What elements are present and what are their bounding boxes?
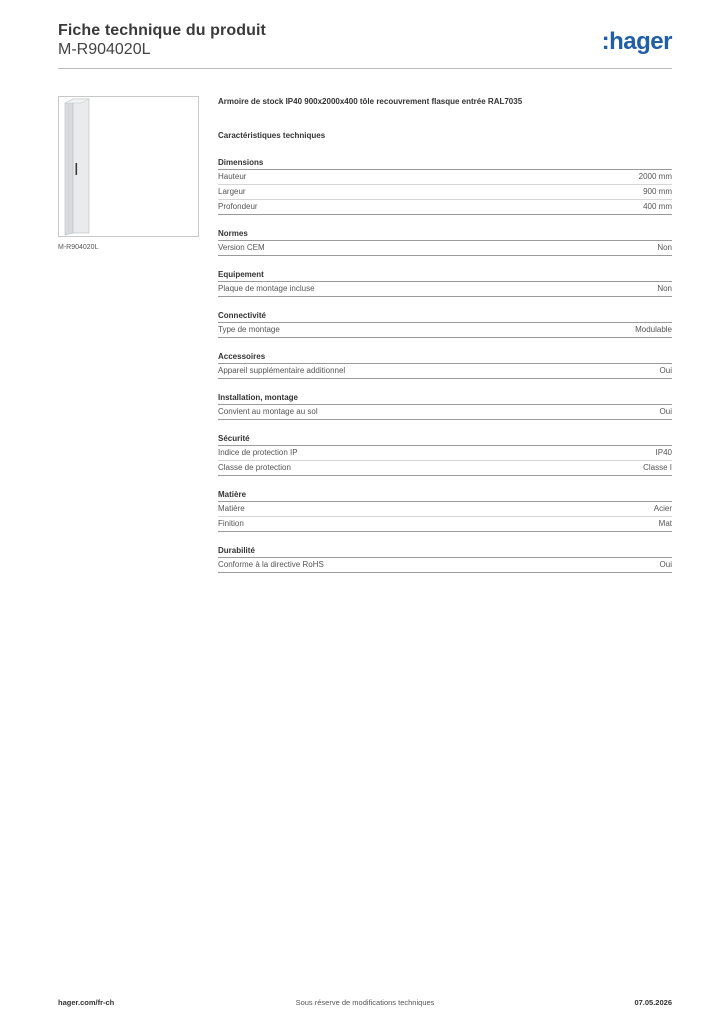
section-title: Accessoires xyxy=(218,350,672,364)
product-reference: M-R904020L xyxy=(58,41,151,58)
spec-row xyxy=(218,241,672,256)
spec-value: Oui xyxy=(659,366,672,375)
spec-sections xyxy=(218,156,672,573)
spec-row xyxy=(218,446,672,461)
spec-row xyxy=(218,558,672,573)
spec-value: Non xyxy=(657,243,672,252)
spec-value: 400 mm xyxy=(643,202,672,211)
section-title: Durabilité xyxy=(218,544,672,558)
spec-row xyxy=(218,200,672,215)
spec-row xyxy=(218,282,672,297)
product-name: Armoire de stock IP40 900x2000x400 tôle recouvrement flasque entrée RAL7035 xyxy=(218,97,523,106)
spec-label: Matière xyxy=(218,504,245,513)
section-title: Equipement xyxy=(218,268,672,282)
product-image xyxy=(58,96,199,237)
specifications xyxy=(218,96,672,573)
spec-section xyxy=(218,488,672,532)
spec-value: Non xyxy=(657,284,672,293)
spec-row xyxy=(218,185,672,200)
hager-logo: :hager xyxy=(601,28,672,55)
spec-value: Oui xyxy=(659,560,672,569)
cabinet-illustration xyxy=(59,97,198,236)
spec-label: Version CEM xyxy=(218,243,265,252)
spec-row xyxy=(218,170,672,185)
section-title: Normes xyxy=(218,227,672,241)
footer-website: hager.com/fr-ch xyxy=(58,998,115,1007)
spec-label: Appareil supplémentaire additionnel xyxy=(218,366,346,375)
spec-row xyxy=(218,323,672,338)
spec-section xyxy=(218,156,672,215)
spec-row xyxy=(218,517,672,532)
document-title: Fiche technique du produit xyxy=(58,22,266,39)
section-title: Sécurité xyxy=(218,432,672,446)
section-title: Dimensions xyxy=(218,156,672,170)
spec-row xyxy=(218,461,672,476)
spec-row xyxy=(218,405,672,420)
spec-section xyxy=(218,227,672,256)
page-footer xyxy=(58,998,672,1010)
spec-value: 2000 mm xyxy=(638,172,672,181)
spec-value: 900 mm xyxy=(643,187,672,196)
spec-label: Convient au montage au sol xyxy=(218,407,318,416)
image-caption: M-R904020L xyxy=(58,244,99,251)
spec-value: Acier xyxy=(653,504,672,513)
spec-value: Oui xyxy=(659,407,672,416)
footer-date: 07.05.2026 xyxy=(634,998,672,1007)
specs-heading: Caractéristiques techniques xyxy=(218,131,326,140)
spec-value: IP40 xyxy=(655,448,672,457)
spec-row xyxy=(218,364,672,379)
page-header xyxy=(58,22,672,68)
spec-label: Indice de protection IP xyxy=(218,448,298,457)
spec-section xyxy=(218,268,672,297)
spec-label: Plaque de montage incluse xyxy=(218,284,315,293)
spec-section xyxy=(218,544,672,573)
section-title: Installation, montage xyxy=(218,391,672,405)
section-title: Connectivité xyxy=(218,309,672,323)
spec-label: Classe de protection xyxy=(218,463,291,472)
spec-label: Type de montage xyxy=(218,325,280,334)
spec-label: Conforme à la directive RoHS xyxy=(218,560,324,569)
footer-notice: Sous réserve de modifications techniques xyxy=(295,998,435,1007)
spec-value: Modulable xyxy=(635,325,672,334)
spec-section xyxy=(218,391,672,420)
spec-value: Mat xyxy=(658,519,672,528)
spec-label: Largeur xyxy=(218,187,246,196)
spec-section xyxy=(218,350,672,379)
spec-label: Hauteur xyxy=(218,172,247,181)
spec-section xyxy=(218,309,672,338)
spec-row xyxy=(218,502,672,517)
spec-label: Profondeur xyxy=(218,202,258,211)
spec-value: Classe I xyxy=(643,463,672,472)
spec-section xyxy=(218,432,672,476)
spec-label: Finition xyxy=(218,519,244,528)
section-title: Matière xyxy=(218,488,672,502)
header-divider xyxy=(58,68,672,69)
